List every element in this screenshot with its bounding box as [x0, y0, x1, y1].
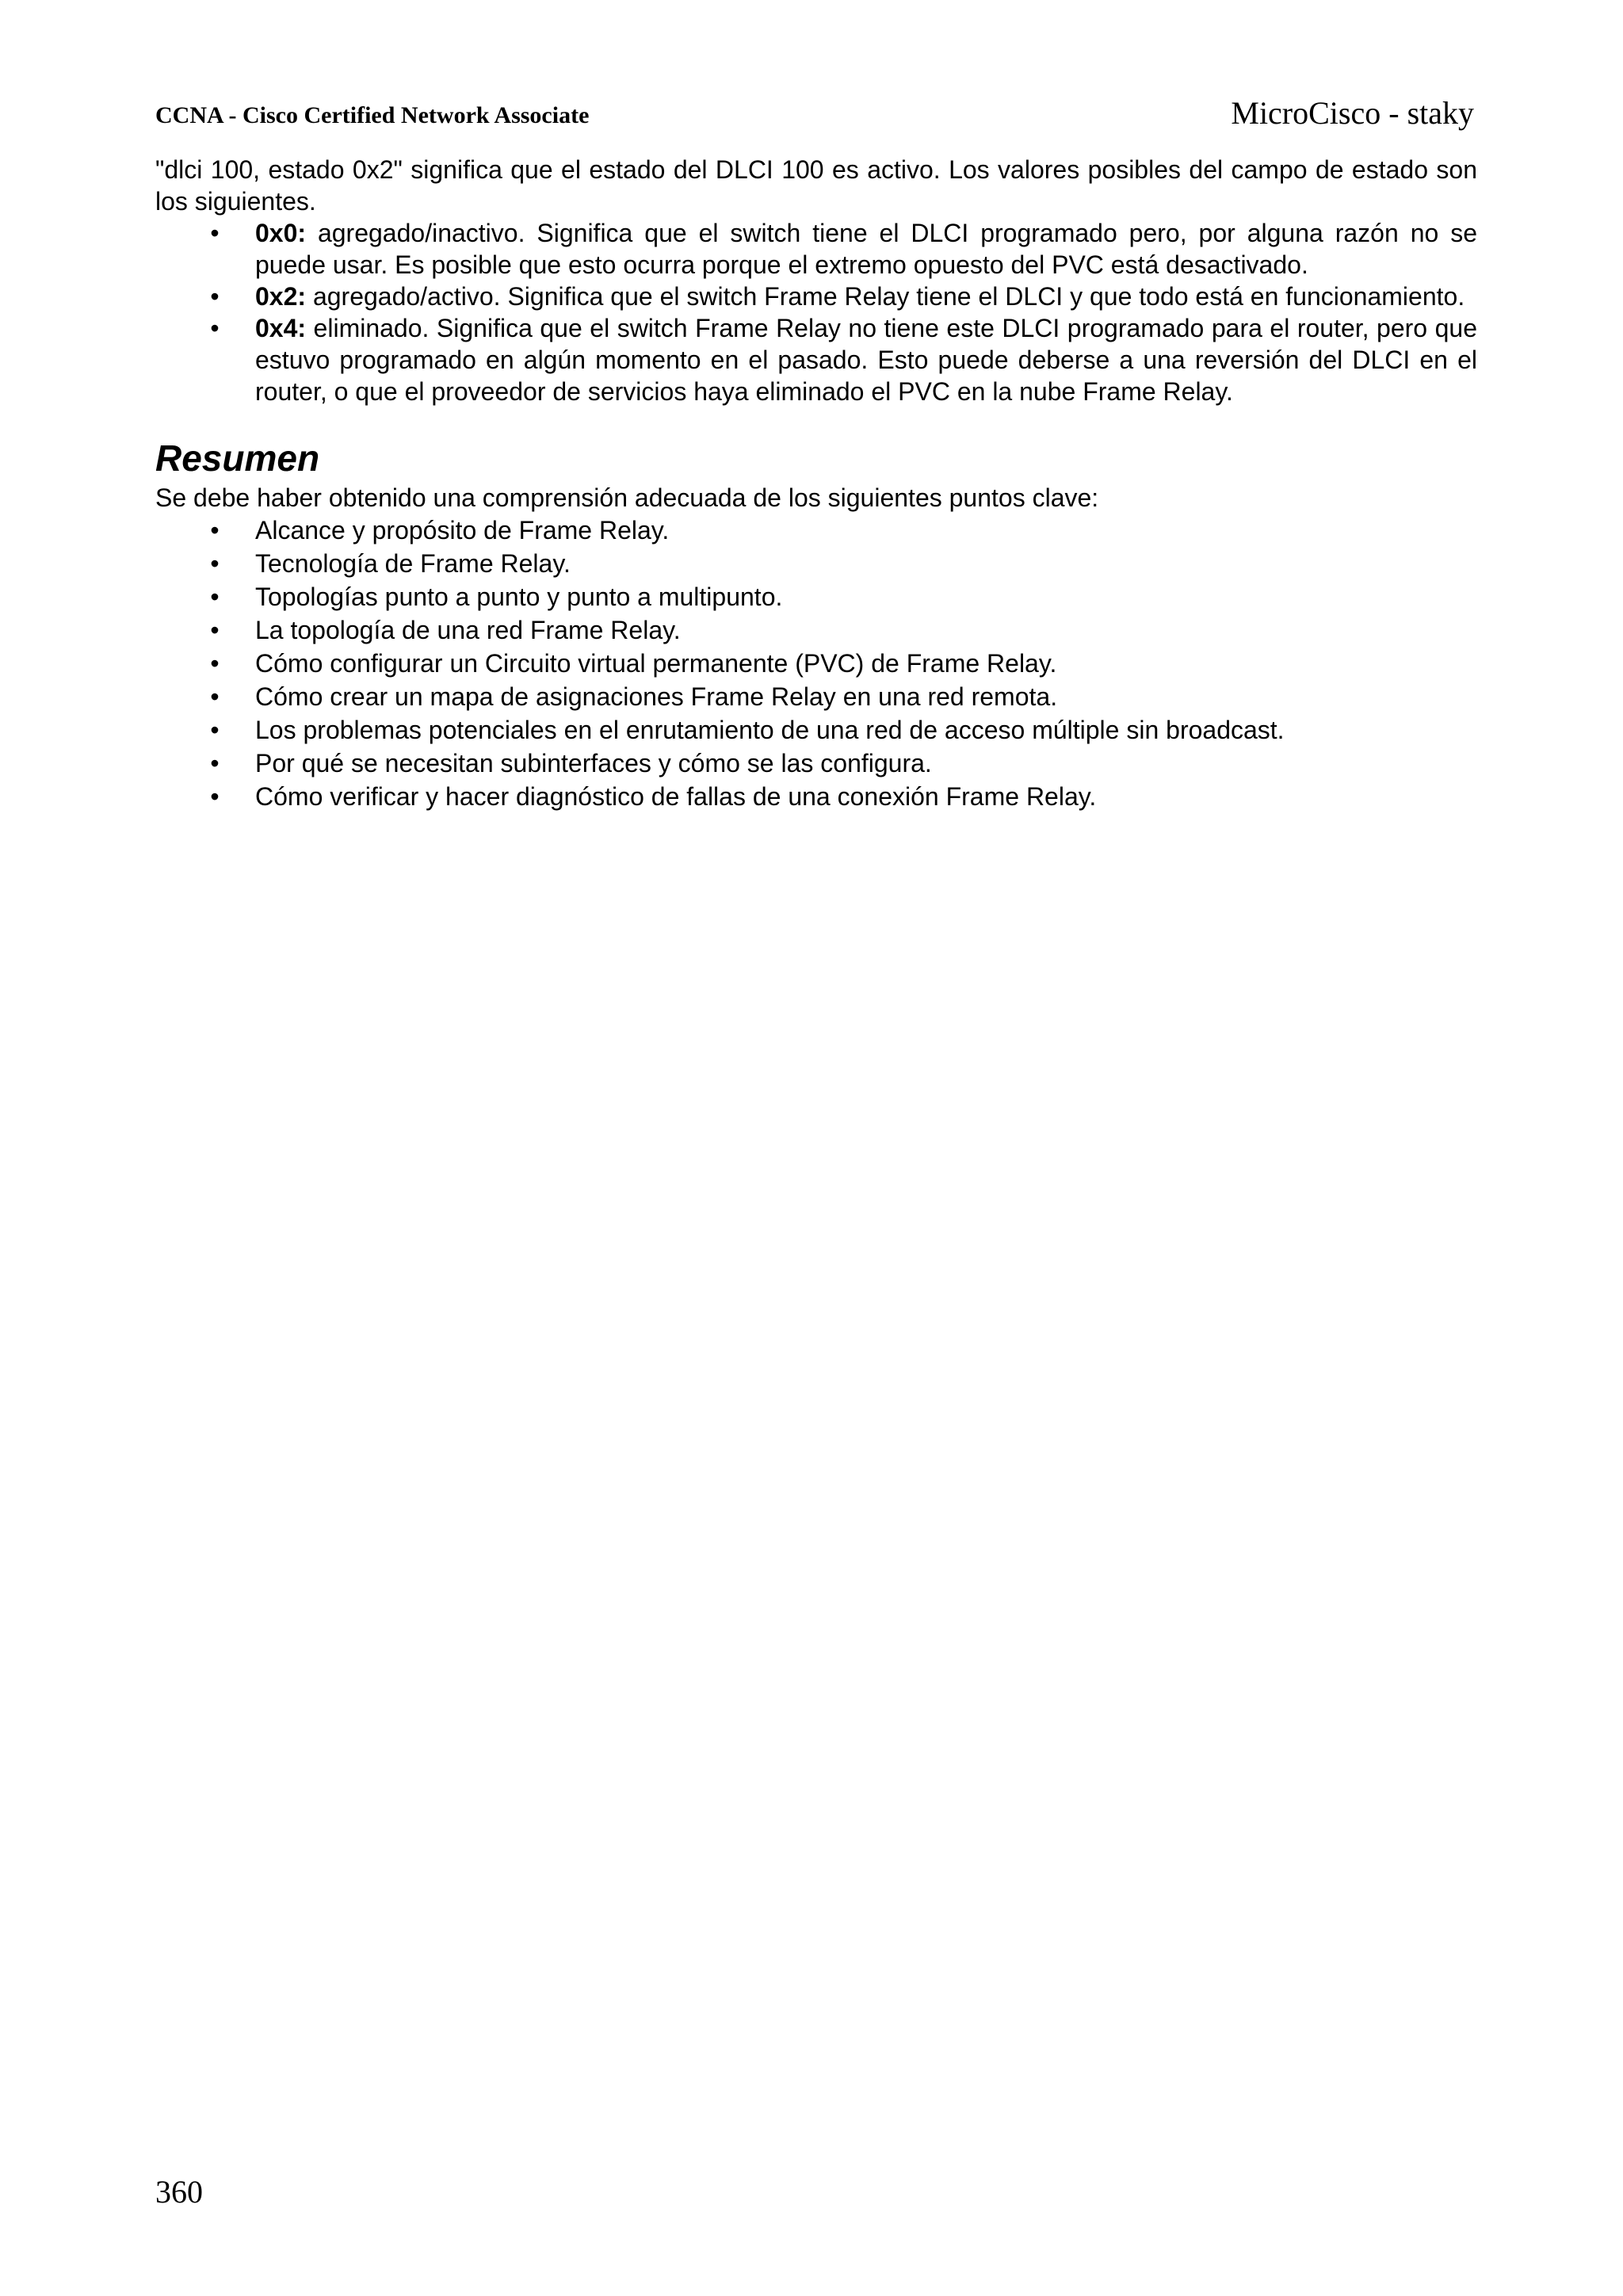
summary-item-text: Topologías punto a punto y punto a multipunto.	[255, 583, 783, 611]
bullet-icon: •	[210, 616, 220, 644]
bullet-icon: •	[210, 219, 220, 247]
list-item	[155, 713, 1477, 747]
summary-item-text: Cómo crear un mapa de asignaciones Frame Relay en una red remota.	[255, 682, 1058, 711]
summary-intro: Se debe haber obtenido una comprensión adecuada de los siguientes puntos clave:	[155, 483, 1099, 512]
list-item	[155, 780, 1477, 813]
summary-item-text: Los problemas potenciales en el enrutamiento de una red de acceso múltiple sin broadcast.	[255, 716, 1285, 744]
summary-item-text: La topología de una red Frame Relay.	[255, 616, 681, 644]
list-item	[155, 680, 1477, 713]
bullet-icon: •	[210, 682, 220, 711]
list-item	[155, 514, 1477, 547]
bullet-icon: •	[210, 549, 220, 578]
status-code: 0x0:	[255, 219, 307, 247]
bullet-icon: •	[210, 314, 220, 342]
summary-item-text: Cómo verificar y hacer diagnóstico de fallas de una conexión Frame Relay.	[255, 782, 1097, 811]
summary-item-text: Alcance y propósito de Frame Relay.	[255, 516, 670, 544]
status-description: eliminado. Significa que el switch Frame Relay no tiene este DLCI programado para el router, pero que estuvo programado en algún momento en el pasado. Esto puede deberse a una reversión del DLCI en el router, o que el proveedor de servicios haya eliminado el PVC en la nube Frame Relay.	[255, 314, 1477, 406]
intro-paragraph: "dlci 100, estado 0x2" significa que el estado del DLCI 100 es activo. Los valores posibles del campo de estado son los siguientes.	[155, 155, 1477, 216]
status-description: agregado/inactivo. Significa que el switch tiene el DLCI programado pero, por alguna razón no se puede usar. Es posible que esto ocurra porque el extremo opuesto del PVC está desactivado.	[255, 219, 1477, 279]
page-body	[155, 154, 1477, 813]
list-item	[155, 747, 1477, 780]
running-header-author: MicroCisco - staky	[1231, 95, 1474, 131]
summary-item-text: Por qué se necesitan subinterfaces y cómo se las configura.	[255, 749, 932, 777]
bullet-icon: •	[210, 649, 220, 678]
bullet-icon: •	[210, 716, 220, 744]
summary-item-text: Cómo configurar un Circuito virtual permanente (PVC) de Frame Relay.	[255, 649, 1057, 678]
summary-item-text: Tecnología de Frame Relay.	[255, 549, 571, 578]
bullet-icon: •	[210, 282, 220, 311]
list-item	[155, 647, 1477, 680]
bullet-icon: •	[210, 749, 220, 777]
list-item	[155, 613, 1477, 647]
list-item	[155, 580, 1477, 613]
page-number: 360	[155, 2174, 203, 2210]
list-item	[155, 281, 1477, 312]
list-item	[155, 312, 1477, 407]
status-description: agregado/activo. Significa que el switch Frame Relay tiene el DLCI y que todo está en funcionamiento.	[306, 282, 1465, 311]
section-heading-resumen: Resumen	[155, 437, 320, 479]
list-item	[155, 217, 1477, 281]
running-header-title: CCNA - Cisco Certified Network Associate	[155, 102, 590, 128]
bullet-icon: •	[210, 583, 220, 611]
status-code: 0x4:	[255, 314, 307, 342]
bullet-icon: •	[210, 782, 220, 811]
summary-list	[155, 514, 1477, 813]
bullet-icon: •	[210, 516, 220, 544]
status-code: 0x2:	[255, 282, 307, 311]
status-values-list	[155, 217, 1477, 407]
list-item	[155, 547, 1477, 580]
